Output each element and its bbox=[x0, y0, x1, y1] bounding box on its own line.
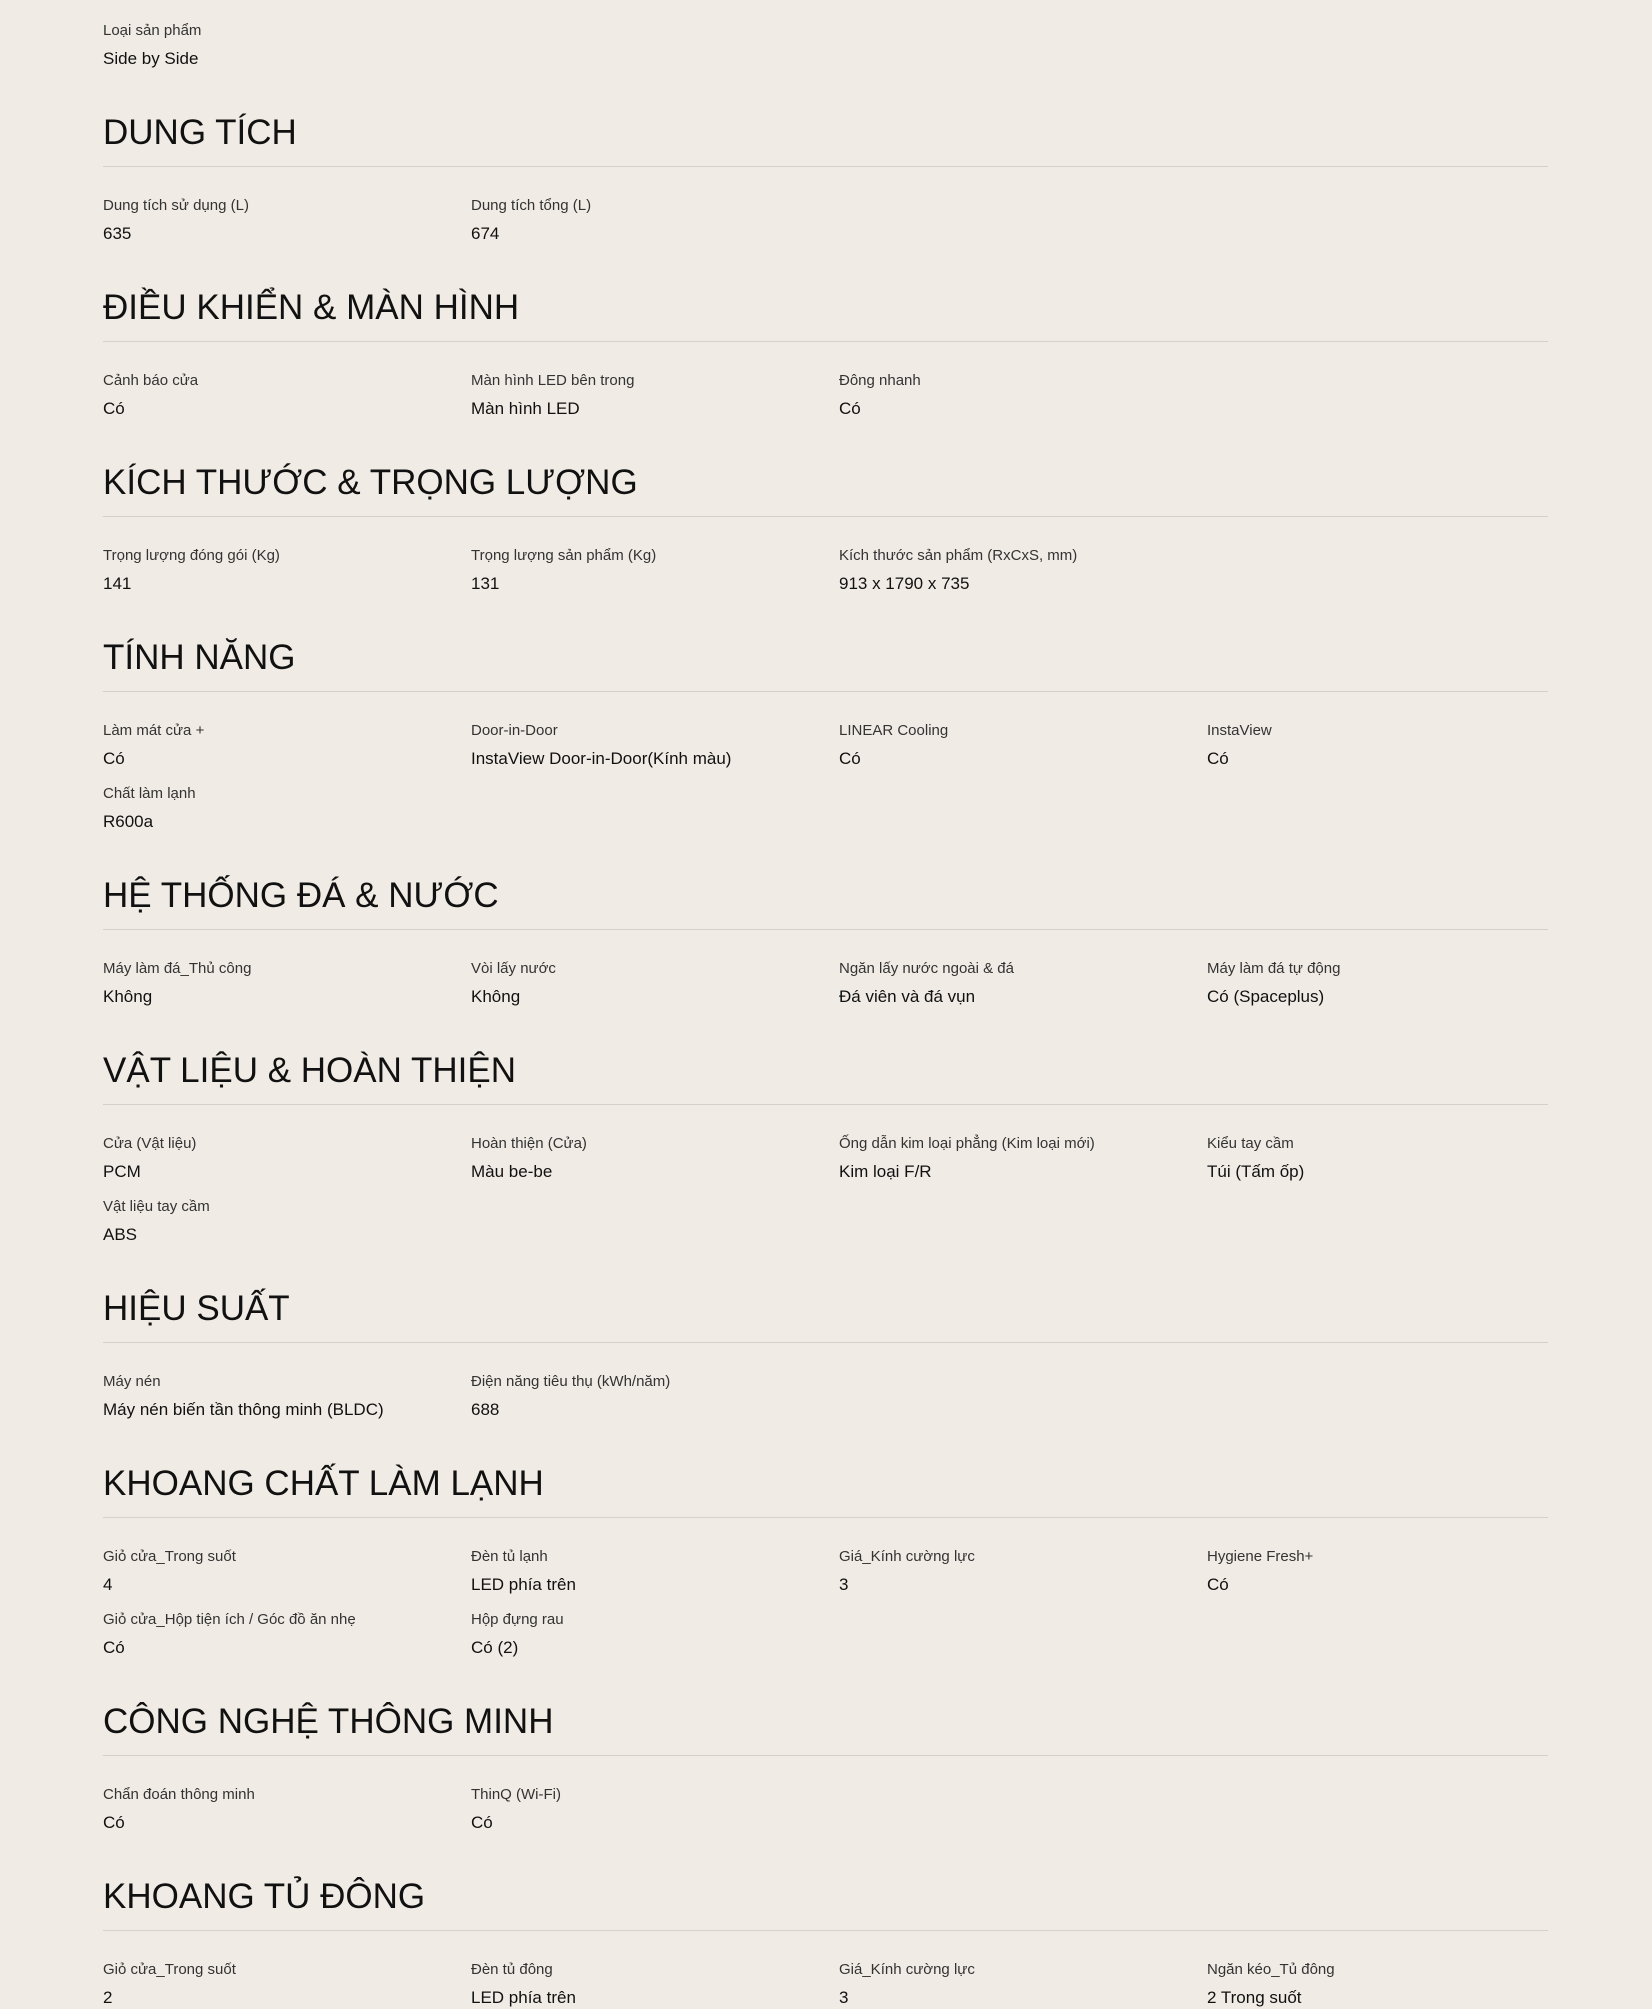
spec-value: 131 bbox=[471, 574, 500, 593]
spec-label: Đèn tủ lạnh bbox=[471, 1548, 548, 1565]
spec-label: Vòi lấy nước bbox=[471, 960, 556, 977]
spec-value: R600a bbox=[103, 812, 154, 831]
spec-item bbox=[839, 960, 1207, 1008]
spec-value: Đá viên và đá vụn bbox=[839, 987, 976, 1006]
section-title: KHOANG CHẤT LÀM LẠNH bbox=[103, 1421, 1548, 1518]
section-title: HIỆU SUẤT bbox=[103, 1246, 1548, 1343]
spec-value: Có bbox=[839, 399, 861, 418]
section-title: CÔNG NGHỆ THÔNG MINH bbox=[103, 1659, 1548, 1756]
section-title: KÍCH THƯỚC & TRỌNG LƯỢNG bbox=[103, 420, 1548, 517]
section-features bbox=[103, 595, 1548, 833]
spec-label: Dung tích sử dụng (L) bbox=[103, 197, 249, 214]
spec-label: ThinQ (Wi-Fi) bbox=[471, 1786, 561, 1803]
spec-item bbox=[103, 1135, 471, 1183]
spec-value: Kim loại F/R bbox=[839, 1162, 932, 1181]
spec-item bbox=[471, 197, 839, 245]
section-title: VẬT LIỆU & HOÀN THIỆN bbox=[103, 1008, 1548, 1105]
spec-value: 4 bbox=[103, 1575, 113, 1594]
spec-grid bbox=[103, 517, 1548, 595]
spec-label: Vật liệu tay cầm bbox=[103, 1198, 210, 1215]
spec-grid bbox=[103, 1343, 1548, 1421]
spec-value: PCM bbox=[103, 1162, 141, 1181]
section-controls-display bbox=[103, 245, 1548, 420]
spec-item-product-type bbox=[103, 0, 1548, 70]
spec-item bbox=[839, 547, 1207, 595]
spec-item bbox=[103, 547, 471, 595]
spec-label: Giá_Kính cường lực bbox=[839, 1961, 975, 1978]
spec-item bbox=[103, 1198, 471, 1246]
spec-label: Chẩn đoán thông minh bbox=[103, 1786, 255, 1803]
section-title: TÍNH NĂNG bbox=[103, 595, 1548, 692]
spec-value: Có bbox=[839, 749, 861, 768]
section-materials-finish bbox=[103, 1008, 1548, 1246]
spec-value: LED phía trên bbox=[471, 1575, 576, 1594]
spec-value: Màu be-be bbox=[471, 1162, 553, 1181]
spec-item bbox=[1207, 1961, 1548, 2009]
spec-item bbox=[471, 1961, 839, 2009]
spec-value: Side by Side bbox=[103, 49, 199, 68]
spec-value: Có bbox=[471, 1813, 493, 1832]
spec-item bbox=[471, 1373, 839, 1421]
spec-label: Kích thước sản phẩm (RxCxS, mm) bbox=[839, 547, 1078, 564]
spec-item bbox=[103, 197, 471, 245]
spec-value: 3 bbox=[839, 1575, 849, 1594]
spec-label: Làm mát cửa + bbox=[103, 722, 205, 739]
section-smart-technology bbox=[103, 1659, 1548, 1834]
spec-grid bbox=[103, 930, 1548, 1008]
spec-value: Có bbox=[103, 399, 125, 418]
spec-value: Có (2) bbox=[471, 1638, 519, 1657]
spec-item bbox=[839, 1135, 1207, 1183]
section-dimensions-weight bbox=[103, 420, 1548, 595]
spec-item bbox=[471, 1611, 839, 1659]
spec-value: InstaView Door-in-Door(Kính màu) bbox=[471, 749, 732, 768]
spec-label: Cảnh báo cửa bbox=[103, 372, 199, 389]
spec-item bbox=[1207, 1135, 1548, 1183]
spec-value: 2 Trong suốt bbox=[1207, 1988, 1302, 2007]
spec-label: Giỏ cửa_Hộp tiện ích / Góc đồ ăn nhẹ bbox=[103, 1611, 356, 1628]
spec-label: LINEAR Cooling bbox=[839, 722, 949, 739]
spec-grid bbox=[103, 167, 1548, 245]
spec-value: 141 bbox=[103, 574, 132, 593]
spec-grid bbox=[103, 1518, 1548, 1659]
spec-label: Máy nén bbox=[103, 1373, 161, 1390]
spec-item bbox=[103, 1786, 471, 1834]
section-ice-water bbox=[103, 833, 1548, 1008]
spec-label: Màn hình LED bên trong bbox=[471, 372, 635, 389]
spec-value: Màn hình LED bbox=[471, 399, 580, 418]
spec-item bbox=[471, 1135, 839, 1183]
spec-value: Có bbox=[1207, 1575, 1229, 1594]
section-capacity bbox=[103, 70, 1548, 245]
spec-label: Giá_Kính cường lực bbox=[839, 1548, 975, 1565]
spec-label: Đèn tủ đông bbox=[471, 1961, 553, 1978]
spec-value: Không bbox=[103, 987, 153, 1006]
spec-item bbox=[839, 722, 1207, 770]
section-title: HỆ THỐNG ĐÁ & NƯỚC bbox=[103, 833, 1548, 930]
spec-item bbox=[103, 960, 471, 1008]
spec-label: Chất làm lạnh bbox=[103, 785, 196, 802]
spec-label: Kiểu tay cầm bbox=[1207, 1135, 1294, 1152]
spec-item bbox=[103, 372, 471, 420]
spec-item bbox=[471, 722, 839, 770]
spec-value: Không bbox=[471, 987, 521, 1006]
spec-item bbox=[839, 372, 1207, 420]
spec-item bbox=[839, 1548, 1207, 1596]
spec-item bbox=[471, 547, 839, 595]
spec-grid bbox=[103, 1105, 1548, 1246]
spec-label: InstaView bbox=[1207, 722, 1272, 739]
spec-value: 635 bbox=[103, 224, 132, 243]
spec-value: ABS bbox=[103, 1225, 138, 1244]
spec-grid bbox=[103, 692, 1548, 833]
spec-value: Túi (Tấm ốp) bbox=[1207, 1162, 1305, 1181]
spec-label: Cửa (Vật liệu) bbox=[103, 1135, 197, 1152]
spec-value: Có bbox=[103, 1638, 125, 1657]
spec-label: Hộp đựng rau bbox=[471, 1611, 564, 1628]
spec-label: Giỏ cửa_Trong suốt bbox=[103, 1961, 236, 1978]
spec-item bbox=[1207, 722, 1548, 770]
spec-value: Có bbox=[103, 1813, 125, 1832]
spec-value: 2 bbox=[103, 1988, 113, 2007]
spec-item bbox=[1207, 960, 1548, 1008]
section-freezer-compartment bbox=[103, 1834, 1548, 2009]
spec-value: Máy nén biến tần thông minh (BLDC) bbox=[103, 1400, 384, 1419]
spec-item bbox=[471, 372, 839, 420]
section-title: KHOANG TỦ ĐÔNG bbox=[103, 1834, 1548, 1931]
spec-item bbox=[471, 1548, 839, 1596]
spec-value: 913 x 1790 x 735 bbox=[839, 574, 970, 593]
spec-grid bbox=[103, 342, 1548, 420]
spec-label: Ngăn lấy nước ngoài & đá bbox=[839, 960, 1014, 977]
spec-value: LED phía trên bbox=[471, 1988, 576, 2007]
spec-item bbox=[103, 785, 471, 833]
spec-label: Dung tích tổng (L) bbox=[471, 197, 592, 214]
section-title: ĐIỀU KHIỂN & MÀN HÌNH bbox=[103, 245, 1548, 342]
spec-item bbox=[103, 722, 471, 770]
spec-label: Door-in-Door bbox=[471, 722, 558, 739]
spec-item bbox=[103, 1548, 471, 1596]
spec-value: 674 bbox=[471, 224, 500, 243]
spec-item bbox=[839, 1961, 1207, 2009]
spec-value: 688 bbox=[471, 1400, 500, 1419]
spec-label: Máy làm đá tự động bbox=[1207, 960, 1341, 977]
spec-value: Có bbox=[1207, 749, 1229, 768]
spec-item bbox=[471, 960, 839, 1008]
spec-label: Ngăn kéo_Tủ đông bbox=[1207, 1961, 1335, 1978]
section-title: DUNG TÍCH bbox=[103, 70, 1548, 167]
spec-value: 3 bbox=[839, 1988, 849, 2007]
spec-label: Trọng lượng đóng gói (Kg) bbox=[103, 547, 280, 564]
section-refrigerator-compartment bbox=[103, 1421, 1548, 1659]
spec-item bbox=[103, 1373, 471, 1421]
spec-label: Máy làm đá_Thủ công bbox=[103, 960, 252, 977]
spec-grid bbox=[103, 1756, 1548, 1834]
spec-label: Trọng lượng sản phẩm (Kg) bbox=[471, 547, 657, 564]
spec-item bbox=[471, 1786, 839, 1834]
spec-value: Có (Spaceplus) bbox=[1207, 987, 1325, 1006]
spec-value: Có bbox=[103, 749, 125, 768]
spec-item bbox=[103, 1611, 471, 1659]
section-performance bbox=[103, 1246, 1548, 1421]
spec-label: Đông nhanh bbox=[839, 372, 921, 389]
spec-item bbox=[103, 1961, 471, 2009]
spec-label: Giỏ cửa_Trong suốt bbox=[103, 1548, 236, 1565]
spec-label: Ống dẫn kim loại phẳng (Kim loại mới) bbox=[839, 1135, 1095, 1152]
spec-grid bbox=[103, 1931, 1548, 2009]
spec-item bbox=[1207, 1548, 1548, 1596]
spec-label: Điện năng tiêu thụ (kWh/năm) bbox=[471, 1373, 671, 1390]
spec-label: Hoàn thiện (Cửa) bbox=[471, 1135, 587, 1152]
spec-label: Loại sản phẩm bbox=[103, 22, 202, 39]
spec-label: Hygiene Fresh+ bbox=[1207, 1548, 1314, 1565]
